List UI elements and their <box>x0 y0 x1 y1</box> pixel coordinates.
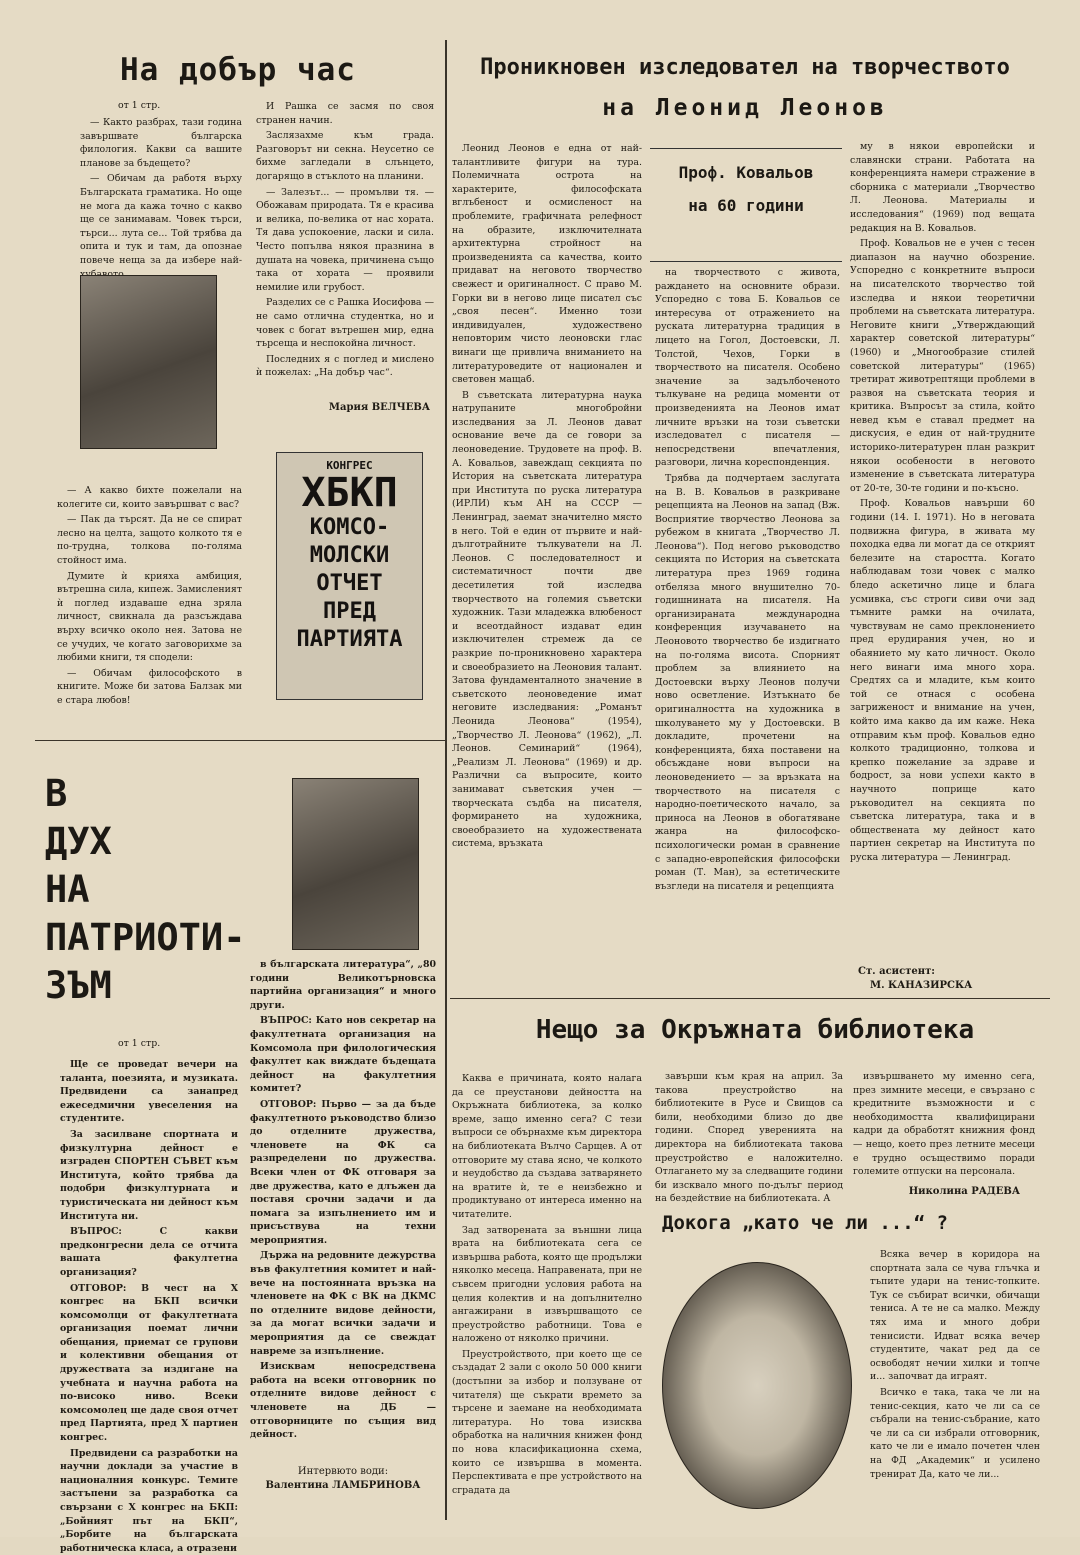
paragraph: Зад затворената за външни лица врата на библиотеката сега се извършва работа, която ще продължи няколко месеца. Направената, при не съвсем пригодни условия работа на целия колектив и на допълнително ангажирани в извършващото се преустройство работници. Това е наложено от няколко причини. <box>452 1224 642 1345</box>
paragraph: Каква е причината, която налага да се преустанови дейността на Окръжната библиотека, за колко време, защо именно сега? С тези въпроси се обърнахме към директора на библиотеката Вълчо Сарщев. А от отговорите му става ясно, че колкото и неудобство да създава затварянето на вратите ѝ, те е неизбежно и продиктувано от интереса именно на читателите. <box>452 1073 642 1220</box>
article-column <box>655 266 840 993</box>
paragraph: Думите ѝ крияха амбиция, вътрешна сила, кипеж. Замисленият ѝ поглед издаваше една зряла личност, свикнала да разсъждава върху всичко около нея. Затова не се учудих, че когато заговорихме за любими книги, тя сподели: <box>57 570 242 664</box>
portrait-photo <box>292 778 419 950</box>
interview-column <box>250 958 436 1463</box>
paragraph: Трябва да подчертаем заслугата на В. В. Ковальов в разкриване рецепцията на Леонов на запад (Вж. Восприятие творчество Леонова за рубежом в книгата „Творчество Л. Леонова“). Под негово ръководство секцията по История на съветската литература през 1969 година отбеляза много внушително 70-годишнината на писателя. На организираната международна конференция изучаването на Леоновото творчество бе издигнато на по-голяма висота. Спорният проблем за влиянието на Достоевски върху Леонов получи ново осветление. Изтъкнато бе оригиналността на художника в школуването му у Достоевски. В докладите, прочетени на конференцията, бяха поставени на обсъждане нови въпроси на леоноведението — за връзката на творчеството на писателя с народно-поетическото начало, за приноса на Леонов в обогатяване жанра на философско-психологически роман в сравнение с западно-европейския философски роман (Т. Ман), за естетическите възгледи на писателя и рецепцията <box>655 472 840 892</box>
article-column <box>853 1070 1035 1180</box>
paragraph: Последних я с поглед и мислено ѝ пожелах: „На добър час“. <box>256 353 434 379</box>
paragraph: Леонид Леонов е една от най-талантливите фигури на тура. Полемичната острота на характерите, философската вглъбеност и осмисленост на проблемите, графичната релефност на образите, изключителната архитектурна стройност на произведенията са качества, които придават на неговото творчество свежест и оригиналност. С право М. Горки ви в негово лице писател със „своя песен“. Именно този индивидуален, художествено неповторим чисто леоновски глас винаги ще привлича вниманието на литературоведите от национален и световен мащаб. <box>452 143 642 386</box>
paragraph: Изисквам непосредствена работа на всеки отговорник по отделните видове дейност с членовете на ДБ — отговорниците по същия вид дейност. <box>250 1361 436 1441</box>
signature-label: Интервюто води: <box>297 1466 389 1477</box>
article-column <box>850 140 1035 962</box>
column-divider <box>445 40 447 1520</box>
paragraph: ВЪПРОС: Като нов секретар на факултетната организация на Комсомола при филологическия факултет как виждате бъдещата дейност на факултетния комитет? <box>250 1015 436 1095</box>
article-column <box>870 1248 1040 1518</box>
title-line: ЗЪМ <box>45 964 112 1007</box>
paragraph: — Пак да търсят. Да не се спират лесно на целта, защото колкото тя е по-трудна, толкова по-голяма стойност има. <box>57 514 242 566</box>
paragraph: В съветската литературна наука натрупаните многобройни изследвания за Л. Леонов дават основание вече да се говори за леоноведение. Трудовете на проф. В. А. Ковальов, завеждащ секцията по История на съветската литература при Института по руска литература (ИРЛИ) към АН на СССР — Ленинград, заемат значително място в него. Той е един от първите и най-дълготрайните тълкуватели на Л. Леонов. С последователност и систематичност почти две десетилетия той изследва творчеството на големия съветски художник. Тази младежка влюбеност и всеотдайност издават един изключителен стремеж да се разкрие по-проникновено характера и своеобразието на Леоновия талант. Затова фундаменталното значение в съветското леоноведение имат неговите изследвания: „Романът Леонида Леонова“ (1954), „Творчество Л. Леонова“ (1962), „Л. Леонов. Семинарий“ (1964), „Реализм Л. Леонова“ (1969) и др. Различни са въпросите, които занимават съветския учен — творческата съдба на писателя, формирането на художника, своеобразието на художествената система, връзката <box>452 389 642 850</box>
paragraph: ОТГОВОР: Първо — за да бъде факултетното ръководство близо до отделните дружества, членовете на ФК са разпределени по дружества. Всеки член от ФК отговаря за две дружества, като е длъжен да поставя срочни задачи и да помага за изпълнението им и присъствува на техни мероприятия. <box>250 1098 436 1246</box>
author-signature: М. КАНАЗИРСКА <box>870 980 973 991</box>
paragraph: За засилване спортната и физкултурна дейност е изграден СПОРТЕН СЪВЕТ към Института, който трябва да подобри физкултурната и туристическата ни дейност към Института ни. <box>60 1128 238 1222</box>
continuation-note: от 1 стр. <box>118 100 161 111</box>
paragraph: Разделих се с Рашка Иосифова — не само отлична студентка, но и човек с богат вътрешен мир, една търсеща и неспокойна личност. <box>256 297 434 350</box>
poster-line: МОЛСКИ <box>309 543 390 568</box>
paragraph: Преустройството, при което ще се създадат 2 зали с около 50 000 книги (достъпни за избор и ползуване от читателя) ще съкрати времето за търсене и заемане на необходимата литература. Но това изисква обработка на наличния книжен фонд по нова класификационна схема, които се извършва в момента. Перспективата е пре устройството на сградата да <box>452 1348 642 1496</box>
paragraph: на творчеството с живота, раждането на основните образи. Успоредно с това Б. Ковальов се интересува от отражението на руската литературна традиция в лицето на Гогол, Достоевски, Л. Толстой, Чехов, Горки в творчеството на писателя. Особено значение за задълбоченото тълкуване на редица моменти от произведенията на Леонов имат личните връзки на този съветски изследовател с писателя — непосредствени впечатления, разговори, лична кореспонденция. <box>655 267 840 469</box>
paragraph: — Както разбрах, тази година завършвате българска филология. Какви са вашите планове за бъдещето? <box>80 117 242 169</box>
paragraph: — Обичам да работя върху Българската граматика. Но още не мога да кажа точно с какво ще се занимавам. Човек търси, търси... лута се... Той трябва да опита и тук и там, да опознае повече неща за да избере най- <box>80 173 242 266</box>
paragraph: — Обичам философското в книгите. Може би затова Балзак ми е стара любов! <box>57 667 242 706</box>
subarticle-title: Докога „като че ли ...“ ? <box>662 1212 948 1234</box>
paragraph: Заслязахме към града. Разговорът ни секна. Неусетно се бихме загледали в слънцето, догарящо в стъклото на планини. <box>256 130 434 182</box>
paragraph: извършването му именно сега, през зимните месеци, е свързано с кредитните възможности и с необходимостта квалифицирани кадри да обработят книжния фонд — нещо, което през летните месеци е трудно осъществимо поради големите отпуски на персонала. <box>853 1071 1035 1178</box>
subheading-line: на 60 години <box>688 196 804 215</box>
paragraph: Държа на редовните дежурства във факултетния комитет и най-вече на постоянната връзка на членовете на ФК с ВК на ДКМС по отделните видове дейности, за да могат всички задачи и мероприятия да се свеждат навреме за изпълнение. <box>250 1250 436 1357</box>
subheading-box <box>650 148 842 262</box>
paragraph: — А какво бихте пожелали на колегите си, които завършват с вас? <box>57 485 242 510</box>
paragraph: му в някои европейски и славянски страни. Работата на конференцията намери стражение в сборника с материали „Творчество Л. Леонова. Материалы и исследования“ (1969) под вещата редакция на В. Ковальов. <box>850 141 1035 234</box>
paragraph: Всяка вечер в коридора на спортната зала се чува глъчка и тъпите удари на тенис-топките. Тук се събират всички, обичащи тениса. А те не са малко. Между тях има и много добри тенисисти. Идват всяка вечер студентите, чакат ред да се освободят нечии хилки и топче и... започват да играят. <box>870 1249 1040 1383</box>
paragraph: Ще се проведат вечери на таланта, поезията, и музиката. Предвидени са занапред ежеседмични увеселения на студентите. <box>60 1059 238 1125</box>
article-title-line: на Леонид Леонов <box>602 95 888 121</box>
section-divider <box>35 740 445 741</box>
article-column <box>256 100 434 392</box>
portrait-photo <box>80 275 217 449</box>
article-title <box>45 770 245 1010</box>
author-signature: Мария ВЕЛЧЕВА <box>328 402 430 413</box>
author-signature: Николина РАДЕВА <box>908 1186 1020 1197</box>
article-title: На добър час <box>120 52 356 88</box>
title-line: ДУХ <box>45 820 112 863</box>
article-column <box>80 116 242 272</box>
paragraph: Всичко е така, така че ли на тенис-секция, като че ли са се събрали на тенис-събрание, като че ли са си избрали отговорник, като че ли е имало почетен член на ФД „Академик“ и усилено тренират Да, като че ли... <box>870 1386 1040 1480</box>
poster-line: ХБКП <box>301 470 398 516</box>
title-line: ПАТРИОТИ- <box>45 916 246 959</box>
paragraph: ВЪПРОС: С какви предконгресни дела се отчита вашата факултетна организация? <box>60 1226 238 1278</box>
caricature-photo <box>662 1262 852 1509</box>
article-column <box>57 484 242 710</box>
paragraph: Проф. Ковальов не е учен с тесен диапазон на научно обозрение. Успоредно с конкретните въпроси на писателското творчество той изследва и някои теоретични проблеми на съветската литература. Неговите книги „Утверждающий характер советской литературы“ (1960) и „Многообразие стилей советской литературы“ (1965) третират животрептящи проблеми в развоя на съветската теория и критика. Въпросът за стила, който невед към е ставал предмет на дискусия, е един от най-трудните историко-литературен план разкрит някои особености в неговото изменение в съветската литература от 20-те, 30-те години и по-късно. <box>850 238 1035 494</box>
congress-poster <box>276 452 423 700</box>
article-column <box>452 1072 642 1528</box>
subheading-line: Проф. Ковальов <box>678 163 814 182</box>
paragraph: Проф. Ковальов навърши 60 години (14. I. 1971). Но в неговата подвижна фигура, в живата му походка едва ли могат да се открият белезите на старостта. Когато наблюдавам този човек с малко бледо аскетично лице и блага усмивка, със строги сиви очи зад тъмните рамки на очилата, чувствувам не само преклонението пред ерудирания учен, но и обаянието му като личност. Около него винаги има много хора. Средтях са и младите, към които той се отнася с особена загриженост и внимание на учен, който има какво да им каже. Нека отправим към проф. Ковальов едно колкото традиционно, толкова и крепко пожелание за здраве и бодрост, за нови успехи както в научното поприще като ръководител на секцията по съветска литература, така и в обществената му дейност като партиен секретар на Института по руска литература — Ленинград. <box>850 498 1035 863</box>
paragraph: И Рашка се засмя по своя странен начин. <box>256 101 434 126</box>
interview-column <box>60 1058 238 1554</box>
author-signature: Валентина ЛАМБРИНОВА <box>265 1480 421 1491</box>
paragraph: завърши към края на април. За такова преустройство на библиотеките в Русе и Свищов са били, необходими близо до две години. Според уверенията на директора на библиотеката такова преустройство е наложително. Отлагането му за следващите години би изсквало много по-дълъг период на бездействие на библиотеката. А <box>655 1071 843 1205</box>
signature-label: Ст. асистент: <box>858 966 935 977</box>
poster-line: ПРЕД <box>323 599 376 624</box>
paragraph: ОТГОВОР: В чест на Х конгрес на БКП всички комсомолци от факултетната организация поемат лични обещания, приемат се групови и колективни обещания от дружествата за издигане на учебната и научна работа на по-високо ниво. Всеки комсомолец ще даде своя отчет пред Партията, пред Х партиен конгрес. <box>60 1282 238 1444</box>
paragraph: — Залезът... — промълви тя. — Обожавам природата. Тя е красива и велика, по-велика от нас хората. Тя дава успокоение, ласки и сила. Често попълва някоя празнина в душата на човека, причинена също така от хората — проявили немилие или грубост. <box>256 186 434 293</box>
poster-line: ПАРТИЯТА <box>296 627 403 652</box>
article-title: Нещо за Окръжната библиотека <box>535 1015 975 1045</box>
article-title-line: Проникновен изследовател на творчеството <box>480 55 1010 80</box>
poster-line: КОМСО- <box>309 515 390 540</box>
title-line: НА <box>45 868 90 911</box>
poster-line: ОТЧЕТ <box>316 571 383 596</box>
article-column <box>655 1070 843 1205</box>
continuation-note: от 1 стр. <box>118 1038 161 1049</box>
poster-line: КОНГРЕС <box>326 459 373 472</box>
paragraph: Предвидени са разработки на научни доклади за участие в националния конкурс. Темите застъпени за разработка са свързани с Х конгрес на БКП: „Бойният път на БКП“, „Борбите на българската работническа класа, а отразени <box>60 1447 238 1554</box>
paragraph: в българската литература“, „80 години Великотърновска партийна организация“ и много други. <box>250 959 436 1011</box>
article-column <box>452 142 642 1014</box>
title-line: В <box>45 772 68 815</box>
